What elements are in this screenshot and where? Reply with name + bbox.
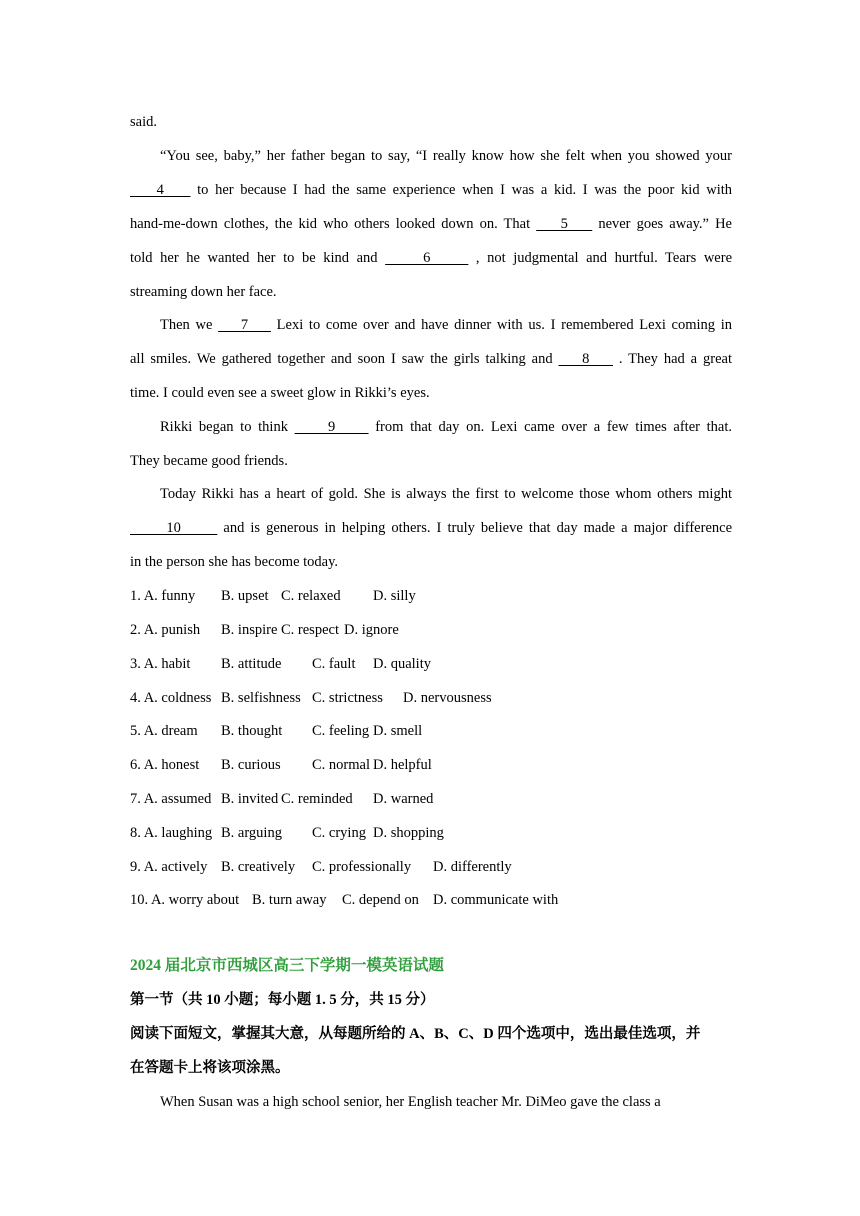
passage-line: “You see, baby,” her father began to say, “I really know how she felt when you showed your <box>160 148 732 164</box>
passage-line <box>130 180 732 200</box>
option-b: B. inspire <box>221 622 278 638</box>
blank-6: 6 <box>385 250 469 266</box>
section-part-heading: 第一节（共 10 小题；每小题 1. 5 分，共 15 分） <box>130 992 435 1008</box>
option-d: D. warned <box>373 791 434 807</box>
option-a: 8. A. laughing <box>130 825 213 841</box>
option-b: B. upset <box>221 588 269 604</box>
passage-line: streaming down her face. <box>130 284 277 300</box>
option-b: B. arguing <box>221 825 282 841</box>
option-c: C. professionally <box>312 859 412 875</box>
blank-4: 4 <box>130 182 191 198</box>
passage-text: told her he wanted her to be kind and <box>130 250 386 266</box>
option-a: 1. A. funny <box>130 588 196 604</box>
blank-9: 9 <box>294 419 369 435</box>
passage-text: Lexi to come over and have dinner with us. I remembered Lexi coming in <box>270 317 733 333</box>
passage-text: and is generous in helping others. I truly believe that day made a major difference <box>217 520 733 536</box>
option-c: C. fault <box>312 656 356 672</box>
passage-text: hand-me-down clothes, the kid who others looked down on. That <box>130 216 537 232</box>
option-a: 3. A. habit <box>130 656 191 672</box>
option-c: C. normal <box>312 757 370 773</box>
option-a: 4. A. coldness <box>130 690 212 706</box>
passage-text: . They had a great <box>612 351 733 367</box>
option-b: B. invited <box>221 791 279 807</box>
passage-line <box>160 417 732 437</box>
passage-line <box>130 518 732 538</box>
passage-line: said. <box>130 114 157 130</box>
option-b: B. selfishness <box>221 690 301 706</box>
passage-text: to her because I had the same experience when I was a kid. I was the poor kid with <box>190 182 732 198</box>
option-c: C. crying <box>312 825 366 841</box>
option-d: D. ignore <box>344 622 399 638</box>
passage-line <box>130 248 732 268</box>
passage-line: When Susan was a high school senior, her English teacher Mr. DiMeo gave the class a <box>160 1094 661 1110</box>
passage-text: Rikki began to think <box>160 419 295 435</box>
option-d: D. communicate with <box>433 892 559 908</box>
passage-text: all smiles. We gathered together and soon I saw the girls talking and <box>130 351 559 367</box>
passage-line <box>130 349 732 369</box>
blank-5: 5 <box>536 216 593 232</box>
section-title: 2024 届北京市西城区高三下学期一模英语试题 <box>130 957 444 974</box>
passage-text: , not judgmental and hurtful. Tears were <box>468 250 733 266</box>
option-c: C. feeling <box>312 723 370 739</box>
option-d: D. silly <box>373 588 416 604</box>
passage-line <box>130 214 732 234</box>
option-b: B. thought <box>221 723 283 739</box>
passage-text: never goes away.” He <box>592 216 732 232</box>
option-a: 7. A. assumed <box>130 791 212 807</box>
option-a: 10. A. worry about <box>130 892 240 908</box>
passage-line: time. I could even see a sweet glow in Rikki’s eyes. <box>130 385 430 401</box>
section-instruction: 在答题卡上将该项涂黑。 <box>130 1060 290 1076</box>
blank-8: 8 <box>558 351 613 367</box>
option-d: D. shopping <box>373 825 444 841</box>
option-d: D. differently <box>433 859 512 875</box>
option-c: C. relaxed <box>281 588 341 604</box>
option-a: 6. A. honest <box>130 757 200 773</box>
passage-text: from that day on. Lexi came over a few times after that. <box>368 419 732 435</box>
section-instruction: 阅读下面短文，掌握其大意，从每题所给的 A、B、C、D 四个选项中，选出最佳选项，并 <box>130 1026 701 1042</box>
option-c: C. strictness <box>312 690 383 706</box>
blank-7: 7 <box>218 317 271 333</box>
passage-line: in the person she has become today. <box>130 554 339 570</box>
option-c: C. depend on <box>342 892 419 908</box>
option-a: 5. A. dream <box>130 723 198 739</box>
option-b: B. turn away <box>252 892 327 908</box>
option-a: 2. A. punish <box>130 622 201 638</box>
passage-line: Today Rikki has a heart of gold. She is always the first to welcome those whom others might <box>160 486 732 502</box>
option-c: C. respect <box>281 622 339 638</box>
option-a: 9. A. actively <box>130 859 208 875</box>
passage-line <box>160 315 732 335</box>
blank-10: 10 <box>130 520 218 536</box>
passage-text: Then we <box>160 317 219 333</box>
option-d: D. smell <box>373 723 423 739</box>
option-b: B. curious <box>221 757 281 773</box>
option-b: B. creatively <box>221 859 296 875</box>
option-b: B. attitude <box>221 656 282 672</box>
passage-line: They became good friends. <box>130 453 288 469</box>
option-d: D. quality <box>373 656 431 672</box>
option-d: D. helpful <box>373 757 432 773</box>
option-c: C. reminded <box>281 791 353 807</box>
option-d: D. nervousness <box>403 690 492 706</box>
